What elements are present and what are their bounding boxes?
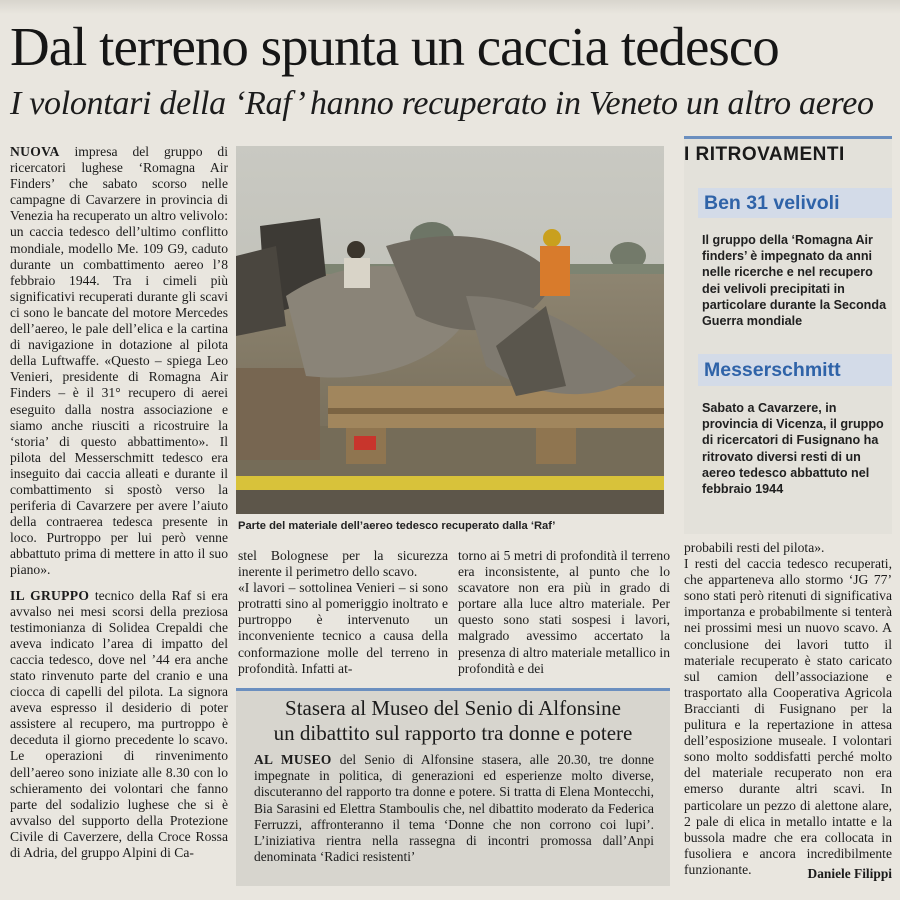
paragraph-5: torno ai 5 metri di profondità il terreno era inconsistente, al punto che lo scavatore non era più in grado di portare alla luce altro materiale. Per questo sono stati sospesi i lavori, malgrado avessimo accertato la presenza di altro materiale metallico in profondità e dei bbox=[458, 548, 670, 676]
paragraph-lead-word: NUOVA bbox=[10, 144, 60, 159]
photo-caption: Parte del materiale dell’aereo tedesco recuperato dalla ‘Raf’ bbox=[238, 520, 556, 532]
sidebar-band-2: Messerschmitt bbox=[698, 354, 892, 386]
article-column-1 bbox=[10, 144, 228, 861]
event-box-title-line-2: un dibattito sul rapporto tra donne e potere bbox=[273, 721, 633, 745]
paragraph-lead-word: IL GRUPPO bbox=[10, 587, 90, 603]
article-column-4 bbox=[684, 540, 892, 878]
event-box-body: del Senio di Alfonsine stasera, alle 20.30, tre donne impegnate in politica, di generazioni ed esperienze molto diverse, discuteranno del rapporto tra donne e potere. Si tratta di Elena Montecchi, Bia Sarasini ed Elettra Stamboulis che, nel dibattito moderato da Federica Ferruzzi, affronteranno il tema ‘Donne che non corrono coi lupi’. L’iniziativa rientra nella rassegna di incontri promossa dall’Anpi denominata ‘Radici resistenti’ bbox=[254, 752, 654, 865]
sidebar-rule bbox=[684, 136, 892, 139]
sidebar-text-2: Sabato a Cavarzere, in provincia di Vicenza, il gruppo di ricercatori di Fusignano ha ritrovato diversi resti di un aereo tedesco abbattuto nel febbraio 1944 bbox=[702, 401, 884, 497]
paragraph-2 bbox=[10, 588, 228, 862]
article-column-2 bbox=[238, 548, 448, 677]
headline: Dal terreno spunta un caccia tedesco bbox=[10, 16, 779, 77]
paragraph-3: stel Bolognese per la sicurezza inerente il perimetro dello scavo. bbox=[238, 548, 448, 580]
previous-article-strip bbox=[0, 0, 900, 14]
byline: Daniele Filippi bbox=[807, 866, 892, 881]
paragraph-1 bbox=[10, 144, 228, 579]
sidebar-box bbox=[684, 136, 892, 534]
paragraph-6: probabili resti del pilota». bbox=[684, 540, 825, 555]
paragraph-4: «I lavori – sottolinea Venieri – si sono protratti sino al pomeriggio inoltrato e purtroppo è intervenuto un inconveniente tecnico a causa della conformazione molle del terreno in profondità. Infatti at- bbox=[238, 580, 448, 676]
event-box-title-line-1: Stasera al Museo del Senio di Alfonsine bbox=[285, 696, 621, 720]
subheadline: I volontari della ‘Raf’ hanno recuperato in Veneto un altro aereo bbox=[10, 85, 874, 122]
sidebar-text-1: Il gruppo della ‘Romagna Air finders’ è impegnato da anni nelle ricerche e nel recupero dei velivoli precipitati in particolare durante la Seconda Guerra mondiale bbox=[702, 233, 887, 329]
event-box-rule bbox=[236, 688, 670, 691]
paragraph-7: I resti del caccia tedesco recuperati, che apparteneva allo stormo ‘JG 77’ sono stati però ritenuti di significativa importanza e probabilmente si tenterà nei prossimi mesi un nuovo scavo. A conclusione dei lavori tutto il materiale recuperato è stato caricato sul camion dell’associazione e trasportato alla Cooperativa Agricola Braccianti di Fusignano per la pulitura e la repertazione in attesa dell’esposizione museale. I volontari sono molto soddisfatti perché molto del materiale recuperato non era emerso durante altri scavi. In particolare un pezzo di alettone alare, 2 pale di elica in metallo intatte e la bussola madre che era collocata in fusoliera e ancora incredibilmente funzionante. bbox=[684, 556, 892, 877]
event-box-text bbox=[254, 752, 654, 865]
event-box-lead-word: AL MUSEO bbox=[254, 752, 332, 767]
event-box-title bbox=[242, 696, 664, 746]
sidebar-band-1: Ben 31 velivoli bbox=[698, 188, 892, 218]
wreckage-photo bbox=[236, 146, 664, 514]
wreckage-photo-image bbox=[236, 146, 664, 514]
event-box bbox=[236, 688, 670, 886]
paragraph-body: impresa del gruppo di ricercatori lughese ‘Romagna Air Finders’ che sabato scorso nelle campagne di Cavarzere in provincia di Venezia ha recuperato un altro velivolo: un caccia tedesco dell’ultimo conflitto mondiale, modello Me. 109 G9, caduto durante un combattimento aereo l’8 febbraio 1944. Tra i cimeli più significativi recuperati durante gli scavi ci sono le bancate del motore Mercedes dell’aereo, le pale dell’elica e la cartina di navigazione in dotazione al pilota della Luftwaffe. «Questo – spiega Leo Venieri, presidente di Romagna Air Finders – è il 31° recupero di aerei eseguito dalla nostra associazione e siamo anche riusciti a ricostruire la ‘storia’ di questo abbattimento». Il pilota del Messerschmitt tedesco era inseguito dai caccia alleati e durante il combattimento si spostò verso la periferia di Cavarzere per avere l’aiuto della contraerea tedesca presente in loco. Purtroppo per lui però venne abbattuto prima di mettere in atto il suo piano». bbox=[10, 144, 228, 578]
paragraph-body: tecnico della Raf si era avvalso nei mesi scorsi della preziosa testimonianza di Solidea Crepaldi che aveva indicato l’area di impatto del caccia tedesco, dove nel ’44 era anche stato rinvenuto parte del cranio e una ciocca di capelli del pilota. La signora aveva espresso il desiderio di poter assistere al recupero, ma purtroppo è deceduta il giorno precedente lo scavo. Le operazioni di rinvenimento dell’aereo sono iniziate alle 8.30 con lo schieramento dei volontari che fanno parte del sodalizio lughese che si è avvalso del supporto della Protezione Civile di Caverzere, della Croce Rossa di Adria, del gruppo Alpini di Ca- bbox=[10, 587, 229, 861]
sidebar-title: I RITROVAMENTI bbox=[684, 144, 845, 165]
article-column-3 bbox=[458, 548, 670, 677]
